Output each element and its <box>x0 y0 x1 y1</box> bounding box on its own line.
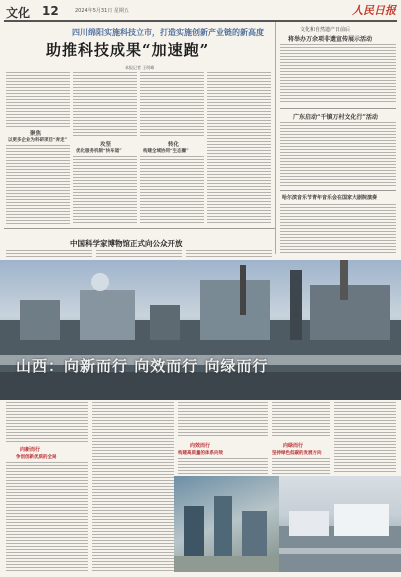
sidebar-item1-title: 将举办万余项非遗宣传展示活动 <box>288 36 373 43</box>
feature-subhead-2: 向效而行 <box>190 443 211 449</box>
mid-body-3 <box>186 250 272 258</box>
sidebar-item1-body <box>280 44 396 104</box>
industrial-scene-graphic <box>0 260 401 400</box>
feature-body-col2 <box>92 402 174 572</box>
subhead-3: 转化 <box>168 142 180 148</box>
feature-photo-factory <box>174 476 279 572</box>
mid-body-1 <box>6 250 92 258</box>
mid-body-2 <box>96 250 182 258</box>
feature-body-col4b <box>272 458 330 474</box>
body-text-col1a <box>6 72 70 127</box>
feature-body-col3a <box>178 402 268 438</box>
sidebar-divider <box>275 22 276 254</box>
sidebar-item3-body <box>280 204 396 254</box>
mid-headline: 中国科学家博物馆正式向公众开放 <box>70 239 183 248</box>
sidebar-rule-2 <box>280 190 396 191</box>
body-text-col2a <box>73 72 137 138</box>
sidebar-item2-body <box>280 122 396 186</box>
feature-subhead-3: 向绿而行 <box>283 443 304 449</box>
factory-interior-graphic <box>174 476 279 572</box>
body-text-col1b <box>6 145 70 225</box>
subhead-2-caption: 优化服务机制“快车道” <box>76 149 122 154</box>
body-text-col3a <box>140 72 204 138</box>
subhead-1: 聚焦 <box>30 131 42 137</box>
body-text-col4 <box>207 72 271 225</box>
article-byline: 本报记者 王明峰 <box>125 65 155 70</box>
feature-subcaption-3: 坚持绿色低碳的发展方向 <box>272 451 322 456</box>
body-text-col2b <box>73 156 137 225</box>
header-rule <box>4 20 397 22</box>
feature-body-col3b <box>178 458 268 474</box>
feature-headline: 山西：向新而行 向效而行 向绿而行 <box>16 357 269 375</box>
feature-body-col1b <box>6 462 88 572</box>
feature-photo-industrial-park <box>279 476 401 572</box>
article-kicker: 四川绵阳实施科技立市，打造实施创新产业链的新高度 <box>72 27 264 37</box>
article-headline: 助推科技成果“加速跑” <box>46 41 210 59</box>
feature-banner-photo <box>0 260 401 400</box>
feature-body-col4a <box>272 402 330 438</box>
sidebar-item3-title: 哈尔滨音乐节青年音乐会在国家大剧院演奏 <box>282 195 378 201</box>
sidebar-item2-title: 广东启动“千镇万村文化行”活动 <box>293 114 378 121</box>
feature-body-col5 <box>334 402 396 474</box>
body-text-col3b <box>140 156 204 225</box>
issue-date: 2024年5月31日 星期五 <box>75 8 129 14</box>
sidebar-item1-kicker: 文化和自然遗产日前后 <box>300 27 351 33</box>
feature-body-col1a <box>6 402 88 442</box>
subhead-1-caption: 以更多企业为科研项目“奔走” <box>8 138 68 143</box>
feature-subhead-1: 向新而行 <box>20 447 41 453</box>
sidebar-rule-1 <box>280 108 396 109</box>
mid-rule <box>4 228 275 229</box>
industrial-park-graphic <box>279 476 401 572</box>
feature-subcaption-1: 争创创新优质的全局 <box>16 455 57 460</box>
subhead-3-caption: 构建全域协同“生态圈” <box>143 149 189 154</box>
newspaper-logo: 人民日报 <box>352 4 396 17</box>
subhead-2: 攻坚 <box>100 142 112 148</box>
section-label: 文化 <box>6 6 31 20</box>
feature-subcaption-2: 构建高质量的体系向效 <box>178 451 223 456</box>
page-number: 12 <box>42 4 59 18</box>
